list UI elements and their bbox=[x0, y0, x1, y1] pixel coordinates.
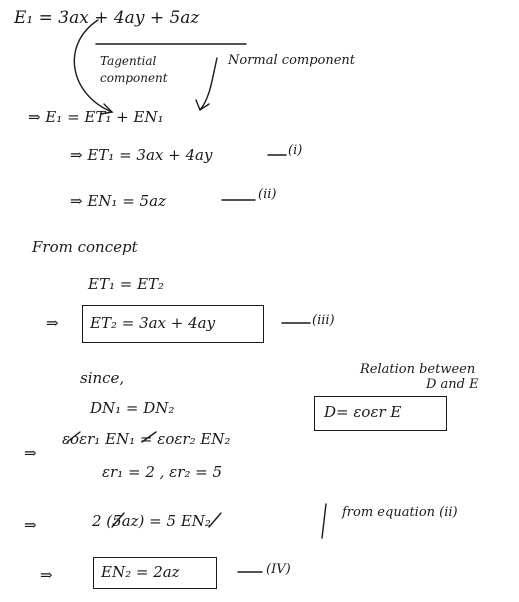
relative-permittivity-values: εr₁ = 2 , εr₂ = 5 bbox=[102, 463, 223, 481]
from-concept-heading: From concept bbox=[32, 238, 138, 256]
normal-component-label: Normal component bbox=[228, 53, 356, 68]
equation-tag-ii: (ii) bbox=[258, 187, 277, 202]
from-equation-note: from equation (ii) bbox=[342, 505, 458, 520]
epsilon-equation: εoεr₁ EN₁ = εoεr₂ EN₂ bbox=[62, 430, 231, 448]
et2-arrow: ⇒ bbox=[46, 314, 59, 332]
relation-box bbox=[314, 396, 447, 431]
tangential-component-label: Tagential component bbox=[100, 54, 168, 86]
en1-equation: ⇒ EN₁ = 5az bbox=[70, 192, 166, 210]
dn-continuity-equation: DN₁ = DN₂ bbox=[90, 399, 175, 417]
equation-tag-iv: (IV) bbox=[266, 562, 291, 577]
et2-result-box bbox=[82, 305, 264, 343]
normal-arrow bbox=[200, 58, 217, 110]
et2-equation: ET₂ = 3ax + 4ay bbox=[90, 314, 216, 332]
relation-equation: D= εoεr E bbox=[324, 403, 402, 421]
equation-tag-i: (i) bbox=[288, 143, 303, 158]
relation-title-line2: D and E bbox=[426, 377, 479, 392]
separator-stroke bbox=[322, 504, 326, 538]
epsilon-arrow: ⇒ bbox=[24, 444, 37, 462]
substitution-arrow: ⇒ bbox=[24, 516, 37, 534]
final-arrow: ⇒ bbox=[40, 566, 53, 584]
final-equation: EN₂ = 2az bbox=[101, 563, 180, 581]
since-label: since, bbox=[80, 369, 125, 387]
split-equation: ⇒ E₁ = ET₁ + EN₁ bbox=[28, 108, 164, 126]
et1-equation: ⇒ ET₁ = 3ax + 4ay bbox=[70, 146, 213, 164]
relation-title-line1: Relation between bbox=[360, 362, 476, 377]
et-continuity-equation: ET₁ = ET₂ bbox=[88, 275, 165, 293]
final-result-box bbox=[93, 557, 217, 589]
e1-definition: E₁ = 3ax + 4ay + 5az bbox=[14, 8, 200, 28]
substitution-equation: 2 (5az) = 5 EN₂ bbox=[92, 512, 211, 530]
equation-tag-iii: (iii) bbox=[312, 313, 335, 328]
